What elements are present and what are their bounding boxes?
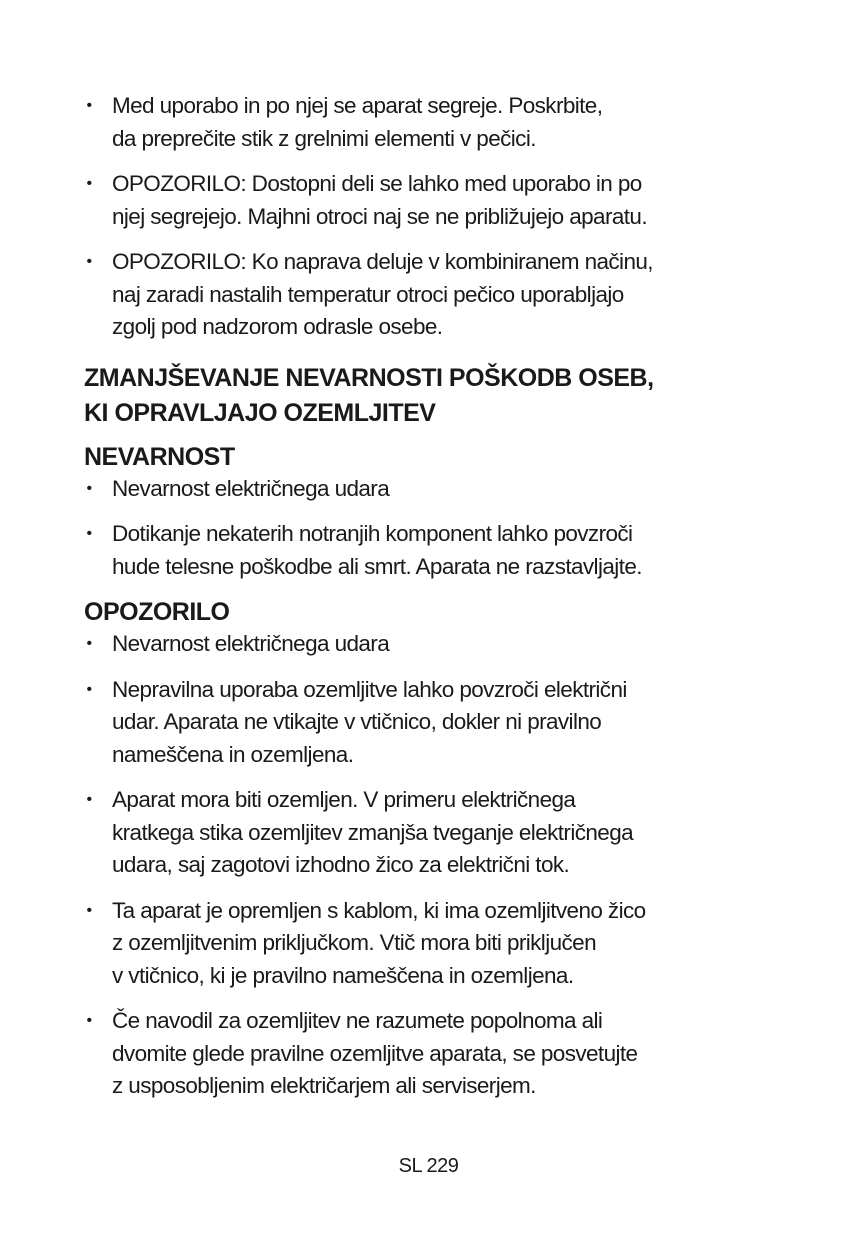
heading-line: KI OPRAVLJAJO OZEMLJITEV [84, 398, 436, 427]
text-line: kratkega stika ozemljitev zmanjša tveganje električnega [112, 819, 634, 845]
text-line: njej segrejejo. Majhni otroci naj se ne približujejo aparatu. [112, 203, 647, 229]
text-line: Nevarnost električnega udara [112, 475, 390, 501]
list-item [84, 895, 764, 993]
bullet-icon: • [86, 635, 92, 652]
text-line: nameščena in ozemljena. [112, 741, 354, 767]
list-item [84, 628, 764, 661]
text-line: Aparat mora biti ozemljen. V primeru električnega [112, 787, 576, 812]
list-item [84, 90, 764, 155]
danger-section [84, 441, 764, 584]
section-heading [84, 361, 764, 431]
page-number: SL 229 [398, 1155, 459, 1177]
intro-bullet-list [84, 90, 764, 344]
text-line: OPOZORILO: Ko naprava deluje v kombiniranem načinu, [112, 249, 653, 274]
list-item [84, 1005, 764, 1103]
list-item [84, 784, 764, 882]
warning-section [84, 596, 764, 1103]
text-line: hude telesne poškodbe ali smrt. Aparata ne razstavljajte. [112, 553, 642, 579]
text-line: OPOZORILO: Dostopni deli se lahko med uporabo in po [112, 171, 642, 196]
text-line: udar. Aparata ne vtikajte v vtičnico, dokler ni pravilno [112, 709, 602, 734]
danger-heading: NEVARNOST [84, 442, 235, 471]
text-line: Dotikanje nekaterih notranjih komponent lahko povzroči [112, 521, 633, 546]
text-line: naj zaradi nastalih temperatur otroci pečico uporabljajo [112, 281, 624, 307]
bullet-icon: • [86, 175, 92, 192]
heading-line: ZMANJŠEVANJE NEVARNOSTI POŠKODB OSEB, [84, 363, 654, 392]
list-item [84, 518, 764, 583]
text-line: Če navodil za ozemljitev ne razumete popolnoma ali [112, 1008, 603, 1033]
bullet-icon: • [86, 791, 92, 808]
bullet-icon: • [86, 680, 92, 698]
text-line: Ta aparat je opremljen s kablom, ki ima ozemljitveno žico [112, 897, 646, 923]
warning-heading: OPOZORILO [84, 598, 230, 626]
list-item [84, 473, 764, 506]
text-line: z usposobljenim električarjem ali serviserjem. [112, 1073, 536, 1098]
text-line: zgolj pod nadzorom odrasle osebe. [112, 314, 443, 339]
text-line: udara, saj zagotovi izhodno žico za električni tok. [112, 852, 570, 877]
list-item [84, 168, 764, 233]
text-line: Nevarnost električnega udara [112, 631, 390, 656]
text-line: Nepravilna uporaba ozemljitve lahko povzroči električni [112, 676, 627, 702]
bullet-icon: • [86, 479, 92, 497]
text-line: v vtičnico, ki je pravilno nameščena in ozemljena. [112, 962, 574, 988]
list-item [84, 674, 764, 772]
bullet-icon: • [86, 525, 92, 542]
text-line: da preprečite stik z grelnimi elementi v pečici. [112, 125, 536, 151]
text-line: Med uporabo in po njej se aparat segreje. Poskrbite, [112, 93, 603, 118]
bullet-icon: • [86, 1012, 92, 1029]
text-line: z ozemljitvenim priključkom. Vtič mora biti priključen [112, 930, 596, 955]
text-line: dvomite glede pravilne ozemljitve aparata, se posvetujte [112, 1040, 638, 1066]
bullet-icon: • [86, 253, 92, 270]
bullet-icon: • [86, 901, 92, 919]
bullet-icon: • [86, 97, 92, 114]
document-page [84, 90, 764, 1116]
list-item [84, 246, 764, 344]
